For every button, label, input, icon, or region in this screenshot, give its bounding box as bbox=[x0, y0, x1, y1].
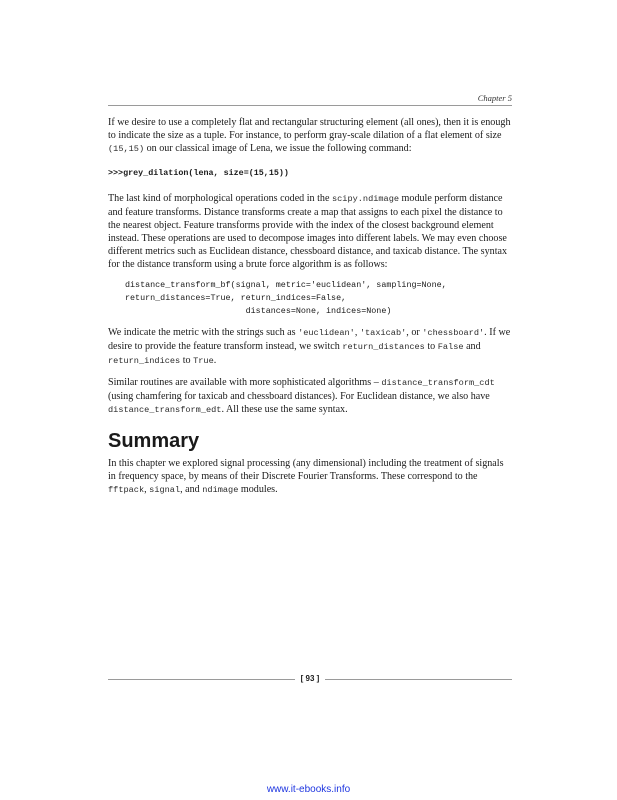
chapter-label: Chapter 5 bbox=[477, 93, 512, 103]
section-heading-summary: Summary bbox=[108, 430, 200, 452]
code-block-distance-transform: distance_transform_bf(signal, metric='euclidean', sampling=None, return_distances=True, return_indices=False, distances=None, indices=None) bbox=[125, 280, 447, 316]
text-run: (using chamfering for taxicab and chessboard distances). For Euclidean distance, we also have bbox=[108, 391, 490, 402]
text-run: , or bbox=[406, 327, 423, 338]
text-run: . bbox=[213, 355, 217, 366]
paragraph-similar-routines bbox=[108, 376, 512, 417]
text-run: module perform distance and feature transforms. Distance transforms create a map that assigns to each pixel the distance to the nearest object. Feature transforms provide with the index of the closest background element instead. These operations are used to decompose images into different labels. We may even choose different metrics such as Euclidean distance, chessboard distance, and taxicab distance. The syntax for the distance transform using a brute force algorithm is as follows: bbox=[108, 193, 508, 270]
page-body bbox=[108, 116, 512, 505]
inline-code: ndimage bbox=[202, 485, 239, 495]
text-run: If we desire to use a completely flat and rectangular structuring element (all ones), then it is enough to indicate the size as a tuple. For instance, to perform gray-scale dilation of a flat element of size bbox=[108, 117, 511, 141]
footer-rule-left bbox=[108, 679, 295, 680]
text-run: to bbox=[424, 341, 438, 352]
text-run: The last kind of morphological operations coded in the bbox=[108, 193, 332, 204]
inline-code: 'chessboard' bbox=[422, 328, 485, 338]
page-number: [ 93 ] bbox=[300, 674, 320, 683]
source-link[interactable]: www.it-ebooks.info bbox=[266, 784, 351, 795]
text-run: . All these use the same syntax. bbox=[221, 404, 348, 415]
paragraph-metric-strings bbox=[108, 326, 512, 368]
running-header bbox=[108, 93, 512, 106]
inline-code: return_distances bbox=[342, 342, 425, 352]
page-footer bbox=[108, 672, 512, 686]
inline-code: 'euclidean' bbox=[298, 328, 355, 338]
text-run: We indicate the metric with the strings such as bbox=[108, 327, 299, 338]
footer-rule-right bbox=[325, 679, 512, 680]
inline-code: True bbox=[193, 356, 214, 366]
text-run: to bbox=[180, 355, 194, 366]
inline-code: distance_transform_edt bbox=[108, 405, 222, 415]
paragraph-distance-transforms bbox=[108, 192, 512, 271]
inline-code: scipy.ndimage bbox=[331, 194, 400, 204]
text-run: modules. bbox=[238, 484, 278, 495]
paragraph-summary bbox=[108, 457, 512, 497]
inline-code: fftpack bbox=[108, 485, 145, 495]
text-run: In this chapter we explored signal processing (any dimensional) including the treatment of signals in frequency space, by means of their Discrete Fourier Transforms. These correspond to the bbox=[108, 458, 504, 482]
text-run: . If we desire to provide the feature transform instead, we switch bbox=[108, 327, 511, 352]
inline-code: return_indices bbox=[108, 356, 181, 366]
inline-code: distance_transform_cdt bbox=[381, 378, 495, 388]
command-example: >>>grey_dilation(lena, size=(15,15)) bbox=[108, 168, 289, 178]
text-run: on our classical image of Lena, we issue the following command: bbox=[144, 143, 412, 154]
inline-code: 'taxicab' bbox=[359, 328, 407, 338]
inline-code: False bbox=[437, 342, 464, 352]
text-run: , and bbox=[180, 484, 203, 495]
inline-code: signal bbox=[149, 485, 181, 495]
text-run: Similar routines are available with more sophisticated algorithms – bbox=[108, 377, 382, 388]
text-run: , bbox=[144, 484, 150, 495]
paragraph-flat-structuring-element bbox=[108, 116, 512, 156]
text-run: and bbox=[463, 341, 481, 352]
inline-code: (15,15) bbox=[108, 144, 145, 154]
text-run: , bbox=[354, 327, 360, 338]
